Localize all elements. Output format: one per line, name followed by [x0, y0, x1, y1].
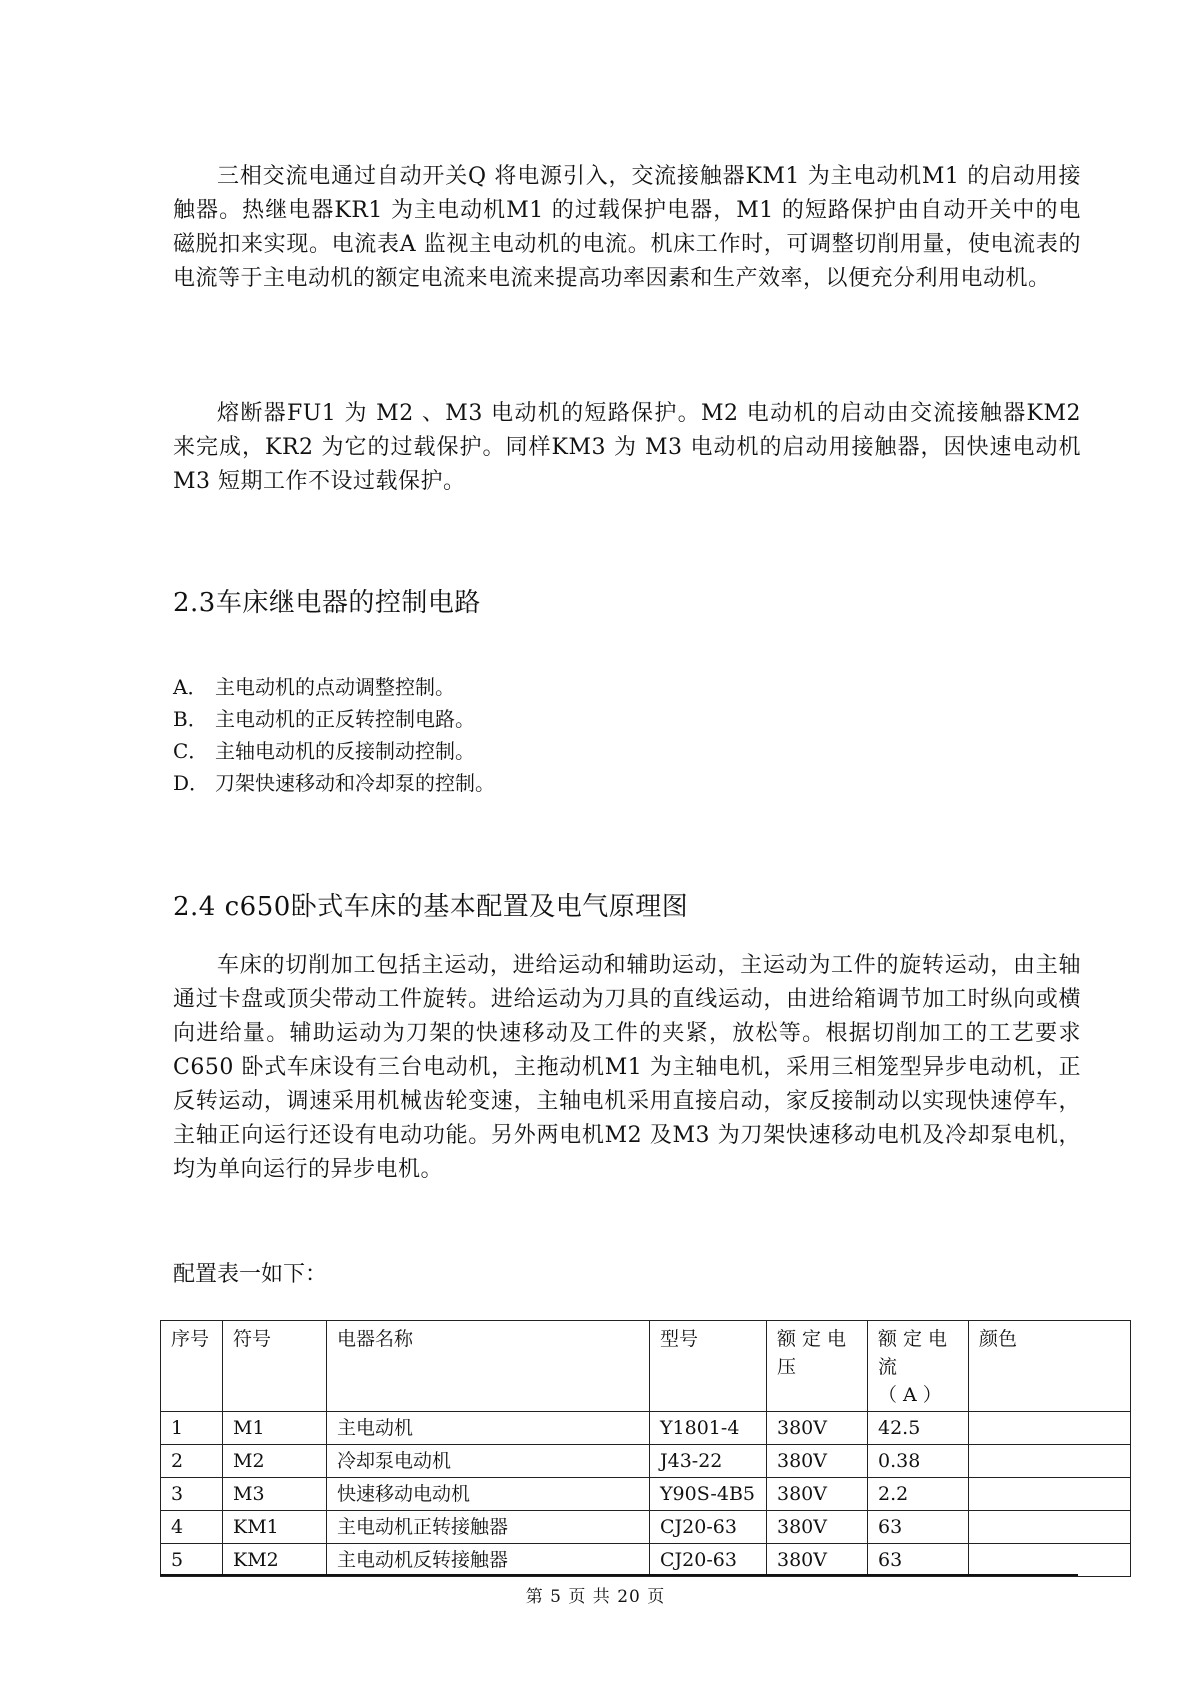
header-name: 电器名称: [327, 1321, 650, 1412]
cell-name: 快速移动电动机: [327, 1478, 650, 1511]
list-item-text: 刀架快速移动和冷却泵的控制。: [215, 771, 495, 795]
cell-seq: 1: [161, 1412, 223, 1445]
list-item-text: 主电动机的点动调整控制。: [215, 675, 455, 699]
cell-voltage: 380V: [767, 1445, 868, 1478]
cell-current: 0.38: [868, 1445, 969, 1478]
cell-model: CJ20-63: [650, 1511, 767, 1544]
list-item-letter: B．: [173, 707, 208, 731]
cell-color: [969, 1412, 1131, 1445]
cell-model: Y1801-4: [650, 1412, 767, 1445]
cell-voltage: 380V: [767, 1478, 868, 1511]
cell-color: [969, 1544, 1131, 1577]
paragraph-main-circuit: 三相交流电通过自动开关Q 将电源引入，交流接触器KM1 为主电动机M1 的启动用接触器。热继电器KR1 为主电动机M1 的过载保护电器，M1 的短路保护由自动开关中的电磁脱扣来实现。电流表A 监视主电动机的电流。机床工作时，可调整切削用量，使电流表的电流等于主电动机的额定电流来电流来提高功率因素和生产效率，以便充分利用电动机。: [173, 164, 1081, 291]
cell-voltage: 380V: [767, 1544, 868, 1577]
section-heading-2-3: 2.3车床继电器的控制电路: [173, 588, 481, 618]
header-voltage: 额定电压: [767, 1321, 868, 1412]
control-circuit-list: [173, 671, 495, 799]
cell-current: 2.2: [868, 1478, 969, 1511]
paragraph-lathe-motion: 车床的切削加工包括主运动，进给运动和辅助运动，主运动为工件的旋转运动，由主轴通过卡盘或顶尖带动工件旋转。进给运动为刀具的直线运动，由进给箱调节加工时纵向或横向进给量。辅助运动为刀架的快速移动及工件的夹紧，放松等。根据切削加工的工艺要求C650 卧式车床设有三台电动机，主拖动机M1 为主轴电机，采用三相笼型异步电动机，正反转运动，调速采用机械齿轮变速，主轴电机采用直接启动，家反接制动以实现快速停车，主轴正向运行还设有电动功能。另外两电机M2 及M3 为刀架快速移动电机及冷却泵电机，均为单向运行的异步电机。: [173, 953, 1081, 1182]
cell-model: Y90S-4B5: [650, 1478, 767, 1511]
configuration-table: [160, 1320, 1131, 1577]
cell-seq: 4: [161, 1511, 223, 1544]
footer-divider: [160, 1574, 1078, 1576]
table-caption: 配置表一如下：: [173, 1262, 328, 1287]
table-header-row: [161, 1321, 1131, 1412]
cell-symbol: M1: [223, 1412, 327, 1445]
header-symbol: 符号: [223, 1321, 327, 1412]
cell-symbol: KM1: [223, 1511, 327, 1544]
cell-seq: 2: [161, 1445, 223, 1478]
paragraph-fuse-protection: 熔断器FU1 为 M2 、M3 电动机的短路保护。M2 电动机的启动由交流接触器KM2 来完成，KR2 为它的过载保护。同样KM3 为 M3 电动机的启动用接触器，因快速电动机M3 短期工作不设过载保护。: [173, 401, 1081, 494]
list-item: [173, 671, 495, 703]
cell-color: [969, 1445, 1131, 1478]
list-item: [173, 735, 495, 767]
list-item: [173, 767, 495, 799]
cell-model: CJ20-63: [650, 1544, 767, 1577]
cell-current: 63: [868, 1544, 969, 1577]
list-item-letter: C．: [173, 739, 209, 763]
cell-color: [969, 1478, 1131, 1511]
cell-seq: 5: [161, 1544, 223, 1577]
cell-symbol: M3: [223, 1478, 327, 1511]
table-row: [161, 1544, 1131, 1577]
table-row: [161, 1478, 1131, 1511]
list-item-text: 主电动机的正反转控制电路。: [215, 707, 475, 731]
cell-name: 主电动机正转接触器: [327, 1511, 650, 1544]
cell-current: 63: [868, 1511, 969, 1544]
cell-voltage: 380V: [767, 1511, 868, 1544]
cell-voltage: 380V: [767, 1412, 868, 1445]
list-item-letter: A．: [173, 675, 208, 699]
cell-symbol: KM2: [223, 1544, 327, 1577]
table-row: [161, 1445, 1131, 1478]
section-heading-2-4: 2.4 c650卧式车床的基本配置及电气原理图: [173, 892, 689, 922]
header-current: 额定电流（A）: [868, 1321, 969, 1412]
header-model: 型号: [650, 1321, 767, 1412]
cell-symbol: M2: [223, 1445, 327, 1478]
cell-color: [969, 1511, 1131, 1544]
list-item-letter: D．: [173, 771, 210, 795]
list-item: [173, 703, 495, 735]
cell-seq: 3: [161, 1478, 223, 1511]
header-seq: 序号: [161, 1321, 223, 1412]
list-item-text: 主轴电动机的反接制动控制。: [215, 739, 475, 763]
cell-model: J43-22: [650, 1445, 767, 1478]
cell-name: 主电动机反转接触器: [327, 1544, 650, 1577]
cell-current: 42.5: [868, 1412, 969, 1445]
table-row: [161, 1511, 1131, 1544]
cell-name: 冷却泵电动机: [327, 1445, 650, 1478]
page-number-footer: 第 5 页 共 20 页: [525, 1587, 666, 1607]
cell-name: 主电动机: [327, 1412, 650, 1445]
table-row: [161, 1412, 1131, 1445]
header-color: 颜色: [969, 1321, 1131, 1412]
